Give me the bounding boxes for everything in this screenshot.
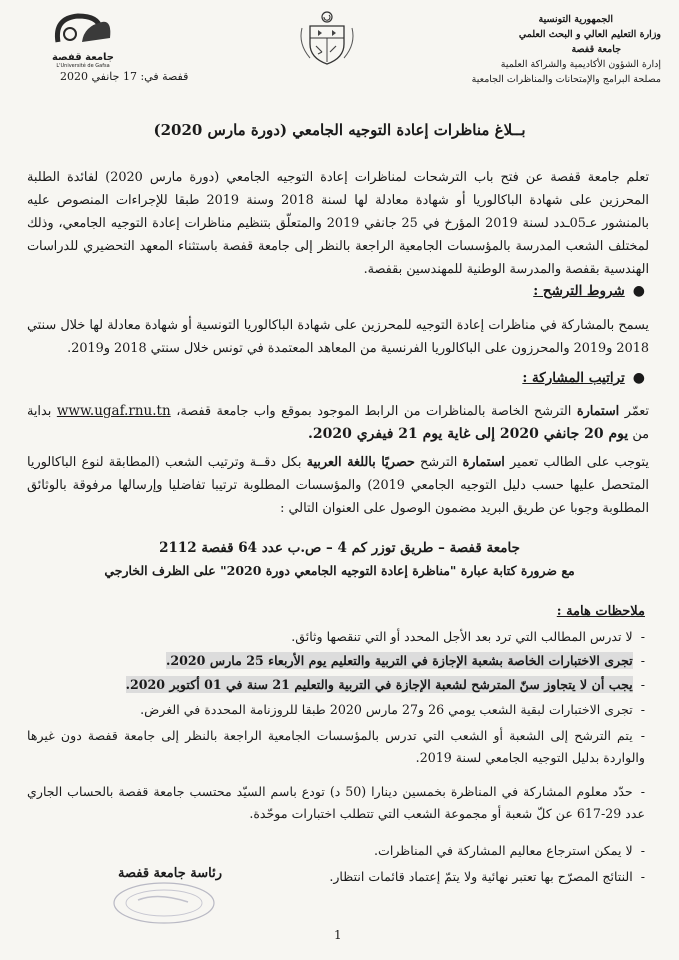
note-item: -يتم الترشح إلى الشعبة أو الشعب التي تدرس بالمؤسسات الجامعية الراجعة بالنظر إلى جامعة قفصة دون غيرها والواردة بدليل التوجيه الجامعي لسنة 2019. — [27, 728, 645, 765]
republic-label: الجمهورية التونسية — [538, 14, 613, 25]
logo-text-fr: L'Université de Gafsa — [56, 63, 110, 69]
application-period: يوم 20 جانفي 2020 إلى غاية يوم 21 فيفري 2020. — [307, 426, 629, 442]
section-conditions-text: يسمح بالمشاركة في مناظرات إعادة التوجيه للمحرزين على شهادة الباكالوريا التونسية أو شهادة معادلة لها خلال سنتي 2018 و2019 والمحرزون على الباكالوريا الفرنسية من المعاهد المعتمدة في تونس خلال سنتي 2018 و2019. — [27, 318, 649, 356]
tunisia-emblem-icon — [296, 8, 358, 66]
official-stamp-icon — [108, 880, 220, 926]
directorate-label: إدارة الشؤون الأكاديمية والشراكة العلمية — [500, 59, 661, 70]
bullet-icon: ● — [632, 283, 645, 299]
page-number: 1 — [334, 928, 342, 942]
section-rules-heading: ●تراتيب المشاركة : — [522, 370, 645, 386]
note-item: -تجرى الاختبارات الخاصة بشعبة الإجازة في التربية والتعليم يوم الأربعاء 25 مارس 2020. — [165, 653, 645, 668]
university-label: جامعة قفصة — [571, 44, 621, 55]
bullet-icon: ● — [632, 370, 645, 386]
signature-label: رئاسة جامعة قفصة — [118, 866, 223, 881]
mailing-address: جامعة قفصة – طريق توزر كم 4 – ص.ب عدد 64 قفصة 2112 — [159, 540, 520, 556]
rules-paragraph-1: تعمّر استمارة الترشح الخاصة بالمناظرات من الرابط الموجود بموقع واب جامعة قفصة، www.ugaf.rnu.tn بداية من يوم 20 جانفي 2020 إلى غاية يوم 21 فيفري 2020. — [27, 403, 649, 442]
service-label: مصلحة البرامج والإمتحانات والمناظرات الجامعية — [471, 74, 661, 85]
note-item: -لا يمكن استرجاع معاليم المشاركة في المناظرات. — [373, 843, 645, 858]
intro-paragraph: تعلم جامعة قفصة عن فتح باب الترشحات لمناظرات إعادة التوجيه الجامعي (دورة مارس 2020) لفائدة الطلبة المحرزين على شهادة الباكالوريا أو شهادة معادلة لها لسنة 2018 وسنة 2019 طبقا للإجراءات المنصوص عليه بالمنشور عـ05ـدد لسنة 2019 المؤرخ في 25 جانفي 2019 والمتعلّق بتنظيم مناظرات إعادة التوجيه الجامعي، وذلك لمختلف الشعب المدرسة بالمؤسسات الجامعية الراجعة بالنظر إلى جامعة قفصة باستثناء المعهد التحضيري للدراسات الهندسية بقفصة والمدرسة الوطنية للمهندسين بقفصة. — [27, 170, 650, 277]
page-title: بــلاغ مناظرات إعادة التوجيه الجامعي (دورة مارس 2020) — [153, 121, 526, 139]
note-item: -حدّد معلوم المشاركة في المناظرة بخمسين دينارا (50 د) تودع باسم السيّد محتسب جامعة قفصة بالحساب الجاري عدد 29-617 عن كلّ شعبة أو مجموعة الشعب التي تتطلب اختبارات موحّدة. — [27, 784, 645, 821]
section-conditions-heading: ●شروط الترشح : — [533, 283, 645, 299]
university-logo — [48, 12, 118, 68]
envelope-note: مع ضرورة كتابة عبارة "مناظرة إعادة التوجيه الجامعي دورة 2020" على الظرف الخارجي — [104, 563, 575, 578]
note-item: -يجب أن لا يتجاوز سنّ المترشح لشعبة الإجازة في التربية والتعليم 21 سنة في 01 أكتوبر 2020. — [125, 677, 645, 692]
university-logo-icon — [48, 12, 118, 48]
rules-paragraph-2: يتوجب على الطالب تعمير استمارة الترشح حصريًا باللغة العربية بكل دقــة وترتيب الشعب (المطابقة لنوع الباكالوريا المتحصل عليها حسب دليل التوجيه الجامعي 2019) والمؤسسات المطلوبة ترتيبا تفاضليا وإرسالها مرفوقة بالوثائق المطلوبة وجوبا عن طريق البريد مضمون الوصول على العنوان التالي : — [27, 455, 649, 516]
note-item: -النتائج المصرّح بها تعتبر نهائية ولا يتمّ إعتماد قائمات انتظار. — [329, 869, 645, 884]
header-admin-block — [461, 12, 661, 87]
note-item: -لا تدرس المطالب التي ترد بعد الأجل المحدد أو التي تنقصها وثائق. — [291, 629, 645, 644]
document-date: قفصة في: 17 جانفي 2020 — [60, 70, 189, 83]
university-website-link[interactable]: www.ugaf.rnu.tn — [56, 403, 171, 419]
notes-heading: ملاحظات هامة : — [556, 604, 645, 619]
logo-text-ar: جامعة قفصة — [51, 52, 114, 63]
ministry-label: وزارة التعليم العالي و البحث العلمي — [518, 29, 661, 40]
note-item: -تجرى الاختبارات لبقية الشعب يومي 26 و27 مارس 2020 طبقا للروزنامة المحددة في الغرض. — [140, 702, 645, 717]
